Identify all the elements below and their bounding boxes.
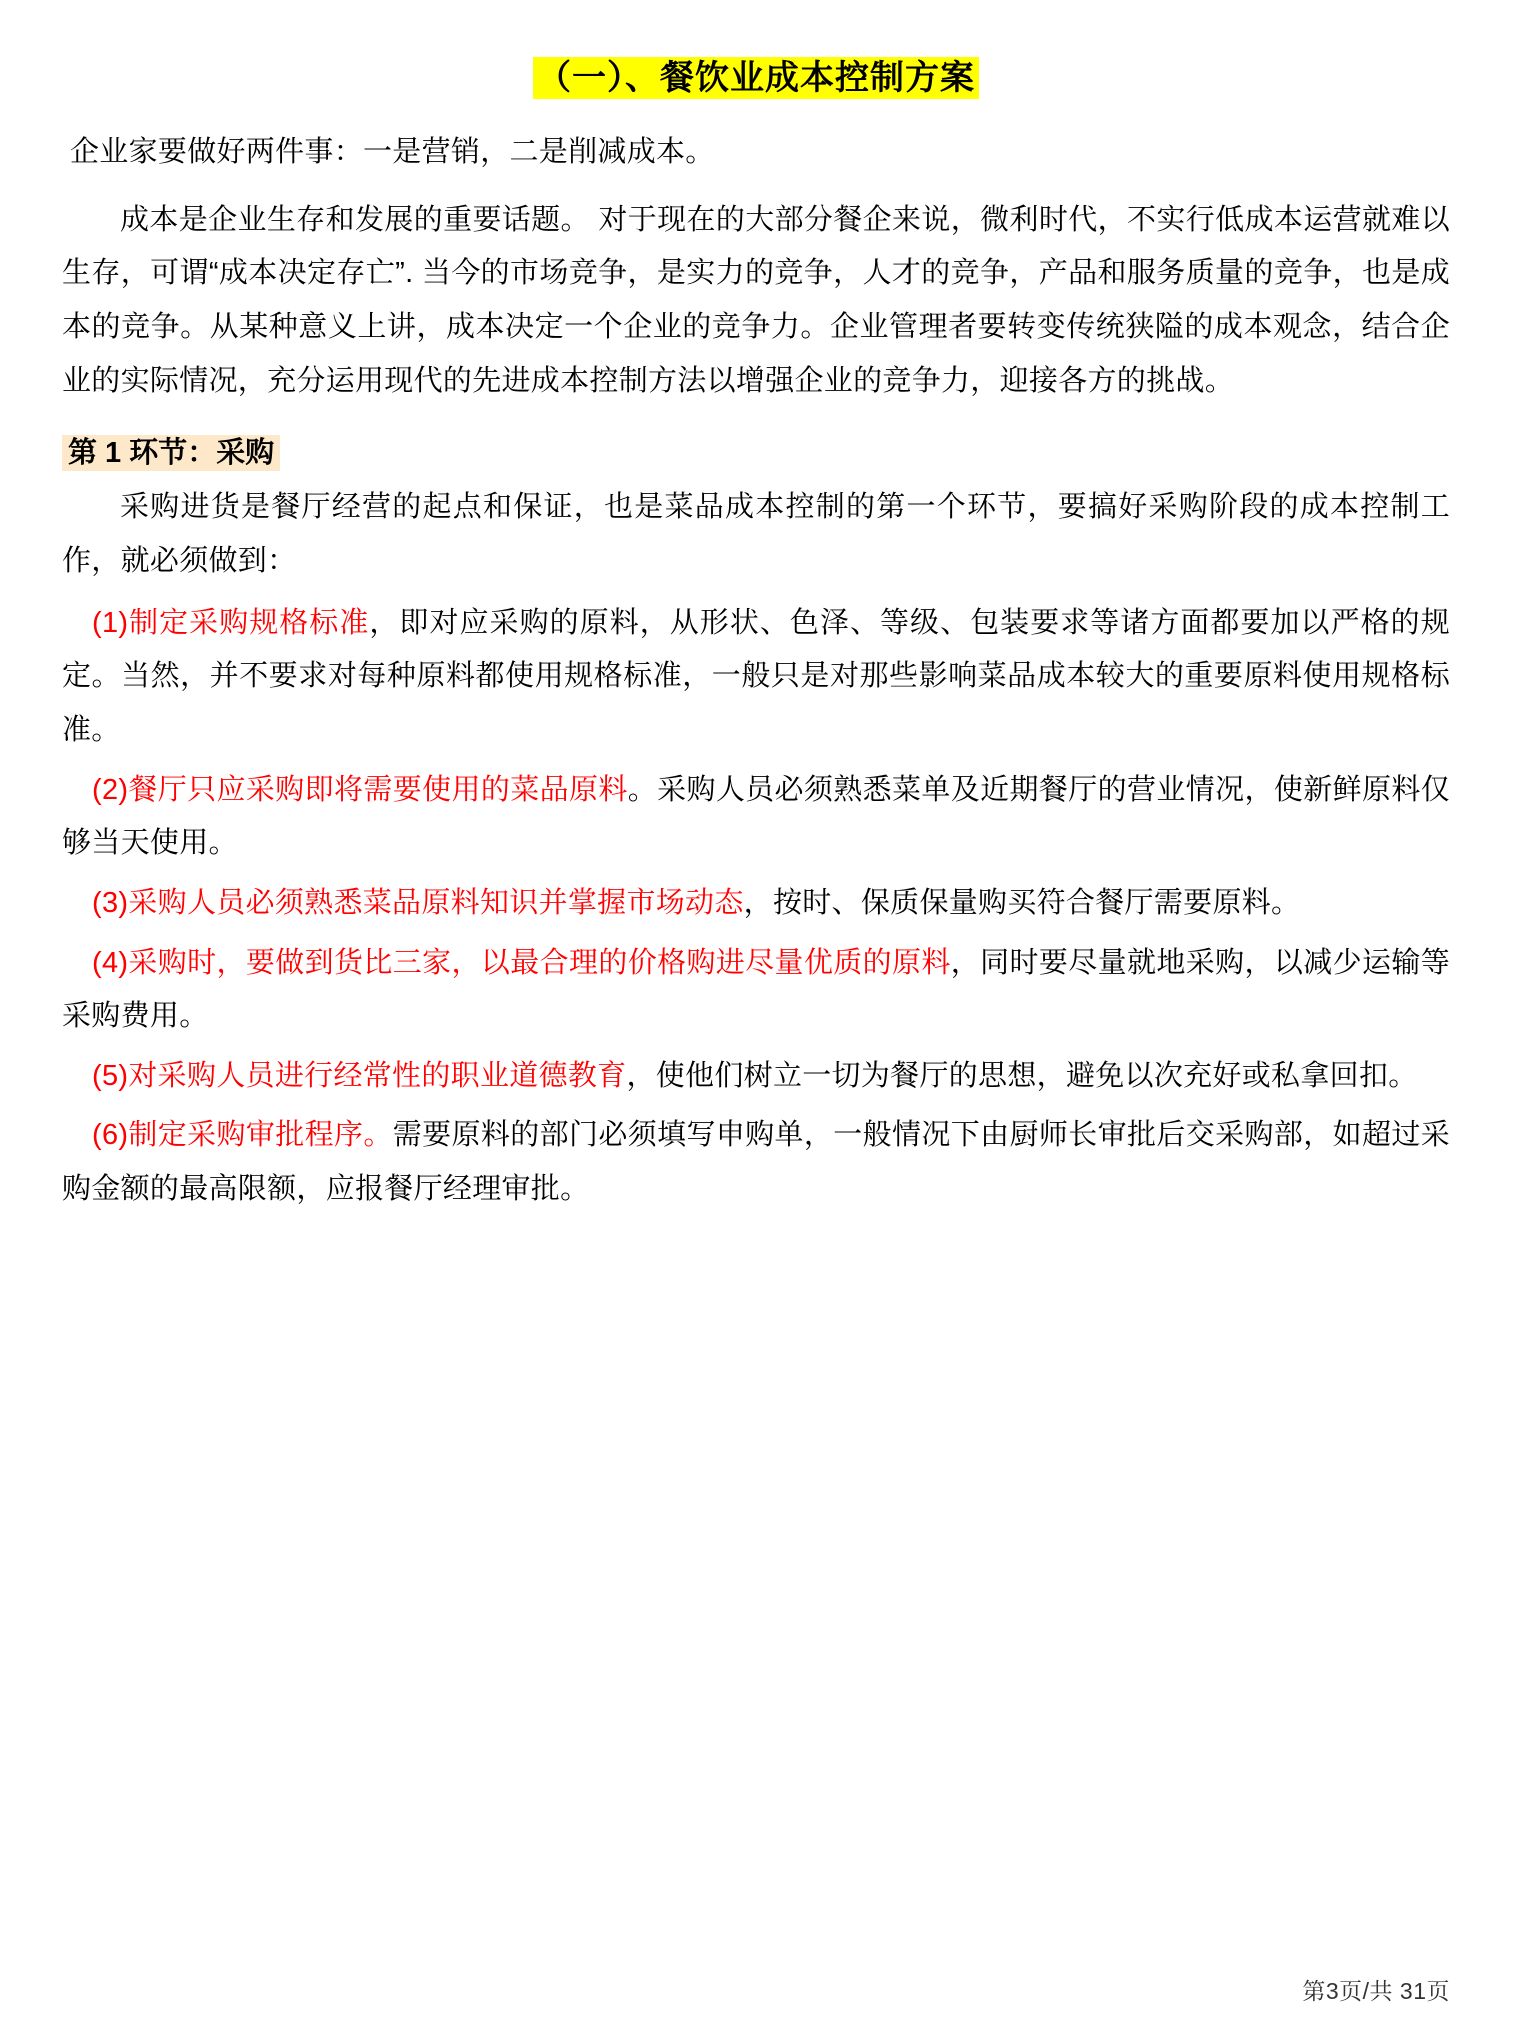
list-item [62,597,1450,758]
list-item-number: (6) [92,1119,129,1152]
page-footer: 第3页/共 31页 [1302,1978,1450,2004]
list-item-emphasis: 对采购人员进行经常性的职业道德教育 [128,1059,627,1092]
list-item [62,937,1450,1044]
list-item-emphasis: 采购时，要做到货比三家，以最合理的价格购进尽量优质的原料 [128,946,951,979]
list-item-number: (3) [92,886,129,919]
list-item-number: (4) [92,946,129,979]
list-item-emphasis: 采购人员必须熟悉菜品原料知识并掌握市场动态 [128,886,744,919]
section-1-heading [62,430,280,471]
list-item-emphasis: 制定采购审批程序。 [128,1119,393,1152]
list-item-number: (5) [92,1059,129,1092]
list-item [62,764,1450,871]
list-item-text: ，同时要尽量就地采购，以减少运输等采购费用。 [62,946,1450,1033]
section-1-body: 采购进货是餐厅经营的起点和保证，也是菜品成本控制的第一个环节，要搞好采购阶段的成本控制工作，就必须做到： [62,491,1450,578]
list-item-text: ，使他们树立一切为餐厅的思想，避免以次充好或私拿回扣。 [626,1059,1418,1092]
list-item-text: ，即对应采购的原料，从形状、色泽、等级、包装要求等诸方面都要加以严格的规定。当然，并不要求对每种原料都使用规格标准，一般只是对那些影响菜品成本较大的重要原料使用规格标准。 [62,606,1450,746]
list-item [62,1050,1450,1104]
section-1-heading-text: 第 1 环节：采购 [62,435,280,471]
list-item-emphasis: 餐厅只应采购即将需要使用的菜品原料 [128,773,628,806]
list-item-text: 。采购人员必须熟悉菜单及近期餐厅的营业情况，使新鲜原料仅够当天使用。 [62,773,1450,860]
page-title [62,56,1450,100]
lead-paragraph: 企业家要做好两件事：一是营销，二是削减成本。 [70,136,715,169]
intro-paragraph: 成本是企业生存和发展的重要话题。 对于现在的大部分餐企来说，微利时代，不实行低成本运营就难以生存，可谓“成本决定存亡”. 当今的市场竞争，是实力的竞争，人才的竞争，产品和服务质量的竞争，也是成本的竞争。从某种意义上讲，成本决定一个企业的竞争力。企业管理者要转变传统狭隘的成本观念，结合企业的实际情况，充分运用现代的先进成本控制方法以增强企业的竞争力，迎接各方的挑战。 [62,203,1450,397]
list-item-emphasis: 制定采购规格标准 [128,606,370,639]
list-item-text: ，按时、保质保量购买符合餐厅需要原料。 [743,886,1301,919]
page-title-text: （一）、餐饮业成本控制方案 [533,57,979,99]
list-item-number: (2) [92,773,129,806]
list-item-text: 需要原料的部门必须填写申购单，一般情况下由厨师长审批后交采购部，如超过采购金额的最高限额，应报餐厅经理审批。 [62,1119,1450,1206]
list-item-number: (1) [92,606,129,639]
list-item [62,877,1450,931]
list-item [62,1109,1450,1216]
section-1-heading-wrap [62,416,1450,481]
